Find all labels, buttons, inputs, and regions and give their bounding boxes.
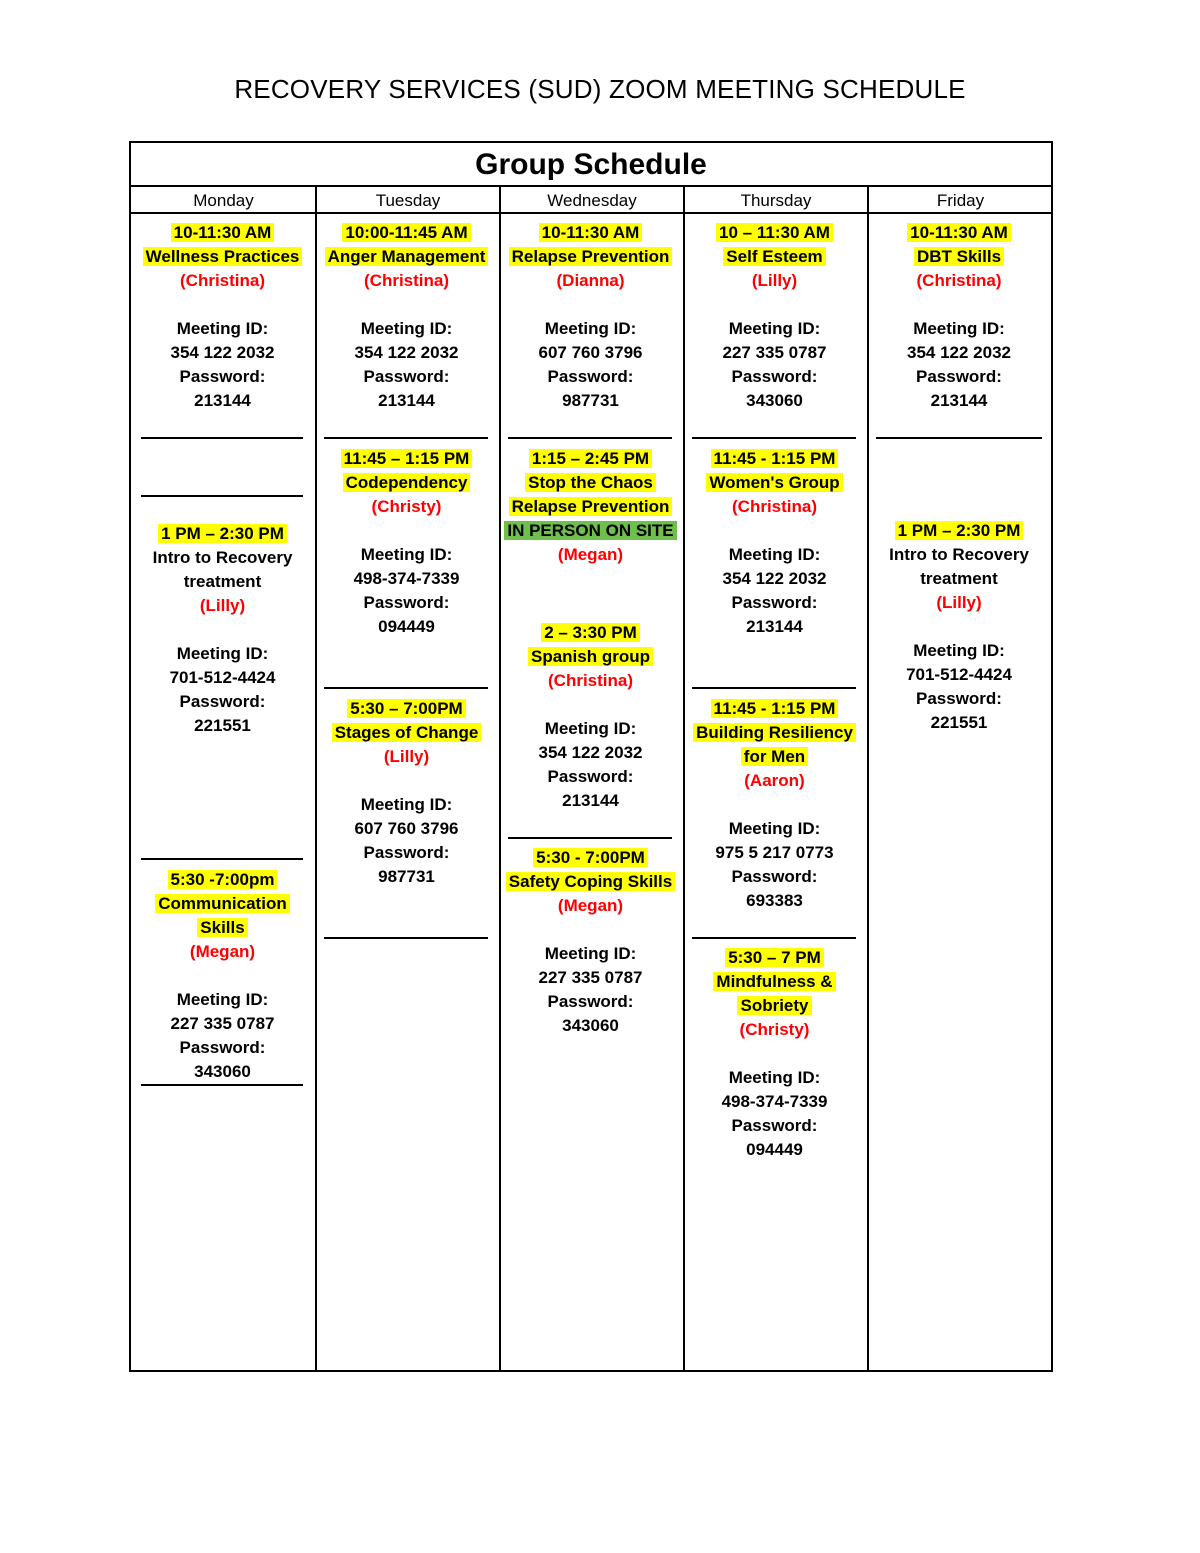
session-name: Wellness Practices [143, 247, 303, 266]
table-heading: Group Schedule [131, 143, 1051, 187]
session-separator [324, 937, 488, 939]
password-label: Password: [363, 367, 450, 386]
meeting-id-value: 354 122 2032 [722, 569, 827, 588]
session-card [683, 697, 866, 913]
meeting-id-value: 498-374-7339 [721, 1092, 828, 1111]
session-card [131, 868, 314, 1084]
session-separator [692, 937, 856, 939]
password-label: Password: [916, 367, 1002, 386]
session-card [315, 697, 498, 889]
session-separator [692, 437, 856, 439]
session-name: Mindfulness & [713, 972, 835, 991]
password-label: Password: [179, 367, 266, 386]
password-value: 987731 [562, 391, 619, 410]
meeting-id-value: 701-512-4424 [906, 665, 1012, 684]
session-time: 11:45 – 1:15 PM [341, 449, 473, 468]
day-header-tuesday: Tuesday [375, 191, 441, 210]
session-card [131, 221, 314, 413]
session-separator [692, 687, 856, 689]
session-time: 11:45 - 1:15 PM [711, 449, 839, 468]
session-leader: (Dianna) [556, 271, 625, 290]
meeting-id-label: Meeting ID: [176, 644, 269, 663]
password-label: Password: [363, 593, 450, 612]
session-time: 5:30 – 7:00PM [347, 699, 465, 718]
meeting-id-value: 701-512-4424 [169, 668, 276, 687]
meeting-id-value: 354 122 2032 [907, 343, 1011, 362]
password-label: Password: [731, 367, 818, 386]
meeting-id-label: Meeting ID: [360, 545, 453, 564]
password-label: Password: [547, 767, 634, 786]
password-label: Password: [547, 367, 634, 386]
session-name: Stages of Change [332, 723, 482, 742]
meeting-id-value: 607 760 3796 [354, 819, 459, 838]
session-time: 1:15 – 2:45 PM [529, 449, 652, 468]
session-name: Intro to Recovery [889, 545, 1029, 564]
session-card [315, 221, 498, 413]
day-header-friday: Friday [936, 191, 985, 210]
meeting-id-label: Meeting ID: [544, 719, 637, 738]
session-card [499, 221, 682, 413]
session-separator [141, 1084, 303, 1086]
session-time: 10-11:30 AM [539, 223, 643, 242]
password-value: 987731 [378, 867, 435, 886]
meeting-id-label: Meeting ID: [728, 545, 821, 564]
session-name: Spanish group [528, 647, 653, 666]
password-value: 213144 [194, 391, 251, 410]
session-name: treatment [920, 569, 998, 588]
password-value: 094449 [378, 617, 435, 636]
session-leader: (Megan) [557, 545, 624, 564]
session-leader: (Megan) [189, 942, 256, 961]
session-leader: (Megan) [557, 896, 624, 915]
meeting-id-label: Meeting ID: [544, 944, 637, 963]
meeting-id-value: 498-374-7339 [353, 569, 460, 588]
session-time: 1 PM – 2:30 PM [895, 521, 1024, 540]
session-time: 5:30 -7:00pm [168, 870, 278, 889]
session-name: treatment [183, 572, 262, 591]
session-name: Anger Management [325, 247, 489, 266]
meeting-id-label: Meeting ID: [728, 319, 821, 338]
session-name: Safety Coping Skills [506, 872, 675, 891]
session-card [499, 447, 682, 567]
password-value: 221551 [930, 713, 988, 732]
session-card [131, 522, 314, 738]
in-person-badge: IN PERSON ON SITE [504, 521, 676, 540]
session-time: 11:45 - 1:15 PM [711, 699, 839, 718]
session-card [499, 846, 682, 1038]
session-separator [508, 437, 672, 439]
meeting-id-value: 227 335 0787 [538, 968, 643, 987]
session-name: Codependency [343, 473, 471, 492]
session-name: Intro to Recovery [152, 548, 293, 567]
meeting-id-label: Meeting ID: [728, 1068, 821, 1087]
session-name: Stop the Chaos [525, 473, 656, 492]
session-leader: (Lilly) [751, 271, 798, 290]
session-time: 10-11:30 AM [171, 223, 275, 242]
session-name: Women's Group [706, 473, 842, 492]
session-leader: (Lilly) [383, 747, 430, 766]
password-value: 213144 [378, 391, 435, 410]
session-leader: (Christina) [364, 271, 449, 290]
session-card [867, 221, 1051, 413]
session-name: Relapse Prevention [509, 497, 673, 516]
password-label: Password: [179, 1038, 266, 1057]
meeting-id-value: 227 335 0787 [170, 1014, 275, 1033]
meeting-id-value: 354 122 2032 [538, 743, 643, 762]
session-name: for Men [741, 747, 808, 766]
session-time: 1 PM – 2:30 PM [158, 524, 287, 543]
session-time: 10-11:30 AM [907, 223, 1011, 242]
password-value: 221551 [194, 716, 251, 735]
session-leader: (Aaron) [744, 771, 805, 790]
password-label: Password: [363, 843, 450, 862]
password-label: Password: [731, 867, 818, 886]
session-leader: (Christy) [739, 1020, 810, 1039]
session-leader: (Christy) [371, 497, 442, 516]
session-leader: (Christina) [548, 671, 633, 690]
session-time: 10 – 11:30 AM [716, 223, 833, 242]
session-separator [876, 437, 1042, 439]
session-leader: (Lilly) [936, 593, 982, 612]
session-card [499, 621, 682, 813]
meeting-id-value: 354 122 2032 [354, 343, 459, 362]
session-name: Skills [197, 918, 247, 937]
meeting-id-value: 354 122 2032 [170, 343, 275, 362]
password-value: 343060 [746, 391, 803, 410]
session-name: Sobriety [737, 996, 811, 1015]
page-title: RECOVERY SERVICES (SUD) ZOOM MEETING SCHEDULE [234, 74, 966, 104]
day-header-thursday: Thursday [740, 191, 812, 210]
session-separator [141, 495, 303, 497]
session-name: Relapse Prevention [509, 247, 673, 266]
password-value: 213144 [746, 617, 803, 636]
meeting-id-label: Meeting ID: [176, 990, 269, 1009]
session-separator [141, 437, 303, 439]
password-value: 094449 [746, 1140, 803, 1159]
password-value: 343060 [562, 1016, 619, 1035]
session-separator [141, 858, 303, 860]
meeting-id-label: Meeting ID: [176, 319, 269, 338]
session-leader: (Christina) [916, 271, 1002, 290]
meeting-id-label: Meeting ID: [913, 641, 1005, 660]
session-name: Self Esteem [723, 247, 825, 266]
password-value: 343060 [194, 1062, 251, 1081]
session-leader: (Christina) [732, 497, 817, 516]
day-header-row [131, 187, 1051, 214]
session-separator [324, 687, 488, 689]
meeting-id-label: Meeting ID: [728, 819, 821, 838]
session-name: DBT Skills [914, 247, 1004, 266]
session-time: 5:30 - 7:00PM [533, 848, 648, 867]
day-header-monday: Monday [193, 191, 254, 210]
session-card [683, 221, 866, 413]
meeting-id-label: Meeting ID: [360, 319, 453, 338]
meeting-id-value: 607 760 3796 [538, 343, 643, 362]
session-separator [324, 437, 488, 439]
session-leader: (Lilly) [199, 596, 246, 615]
session-card [683, 946, 866, 1162]
password-label: Password: [731, 593, 818, 612]
password-label: Password: [179, 692, 266, 711]
session-name: Communication [155, 894, 289, 913]
session-time: 5:30 – 7 PM [725, 948, 824, 967]
password-value: 213144 [930, 391, 988, 410]
session-time: 2 – 3:30 PM [541, 623, 640, 642]
session-time: 10:00-11:45 AM [342, 223, 470, 242]
password-label: Password: [547, 992, 634, 1011]
meeting-id-label: Meeting ID: [913, 319, 1005, 338]
meeting-id-value: 975 5 217 0773 [715, 843, 834, 862]
meeting-id-label: Meeting ID: [360, 795, 453, 814]
session-card [315, 447, 498, 639]
meeting-id-value: 227 335 0787 [722, 343, 827, 362]
day-header-wednesday: Wednesday [547, 191, 637, 210]
password-value: 693383 [746, 891, 803, 910]
session-card [867, 519, 1051, 735]
session-card [683, 447, 866, 639]
meeting-id-label: Meeting ID: [544, 319, 637, 338]
session-leader: (Christina) [180, 271, 265, 290]
session-separator [508, 837, 672, 839]
password-label: Password: [916, 689, 1002, 708]
password-value: 213144 [562, 791, 619, 810]
session-name: Building Resiliency [693, 723, 856, 742]
password-label: Password: [731, 1116, 818, 1135]
